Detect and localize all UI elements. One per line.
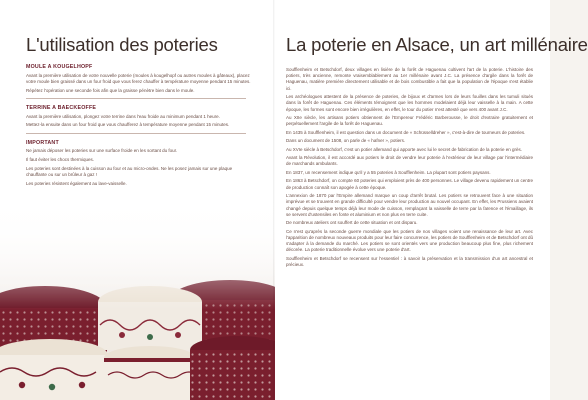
right-page (275, 0, 588, 400)
left-page-title: L'utilisation des poteries (26, 34, 218, 55)
left-page (0, 0, 275, 400)
paragraph: Avant la première utilisation de votre nouvelle poterie (moules à kougelhopf ou autres moules à gâteaux), placez votre moule bien graissé dans un four froid que vous ferez chauffer à température moyenne pendant 15 minutes. (26, 72, 251, 84)
divider (26, 133, 246, 134)
paragraph: Ne jamais déposer les poteries sur une surface froide en les sortant du four. (26, 148, 178, 154)
paragraph: L'annexion de 1870 par l'Empire allemand marque un coup d'arrêt brutal. Les potiers se retrouvent face à une situation imprévue et se trouvent en grande difficulté pour vendre leur production au nouvel occupant. En effet, les Prussiens avaient changé depuis quelque temps déjà leur mode de cuisson, remplaçant la vaisselle de terre par la faïence et l'émaillage, ils se servent d'ustensiles en fonte et aluminium et non plus en terre cuite. (286, 193, 533, 217)
divider (26, 98, 246, 99)
paragraph: En 1863 à Betschdorf, on compte 60 poteries qui emploient près de 400 personnes. Le village devenu rapidement un centre de production connaît son apogée à cette époque. (286, 178, 533, 190)
paragraph: Les poteries résistent également au lave-vaisselle. (26, 180, 127, 186)
paragraph: Soufflenheim et Betschdorf, deux villages en lisière de la forêt de Haguenau cultivent l'art de la poterie. L'histoire des potiers, très ancienne, remonte vraisemblablement au 1er millénaire avant J.C. La présence d'argile dans la forêt de Haguenau, matière première directement utilisable et de bois combustible a fait que la population de l'époque s'est établie ici. (286, 67, 533, 91)
paragraph: Les poteries sont destinées à la cuisson au four et au micro-ondes. Ne les posez jamais sur une plaque chauffante ou sur un brûleur à gaz ! (26, 165, 233, 178)
paragraph: Les archéologues attestent de la présence de poteries, de bijoux et d'armes lors de leurs fouilles dans les tumuli situés dans la forêt de Haguenau. Ces éléments témoignent que les hommes modelaient déjà leur vaisselle à la main. A cette époque, les formes sont encore bien irrégulières, en effet, le tour du potier n'est attesté que vers 400 avant J.C. (286, 94, 533, 112)
paragraph: Avant la première utilisation, plongez votre terrine dans l'eau froide au minimum pendant 1 heure. (26, 113, 220, 119)
paragraph: Ce n'est qu'après la seconde guerre mondiale que les potiers de nos villages voient une renaissance de leur art. Avec l'apparition de nombreux nouveaux produits pour leur faire concurrence, les potiers de Soufflenheim et de Betschdorf ont dû s'adapter à la demande du marché. Les potiers se sont orientés vers une production beaucoup plus fine, plus richement décorée. La poterie traditionnelle évolue vers une poterie d'art. (286, 228, 533, 253)
paragraph: Dans un document de 1508, on parle de « hafner », potiers. (286, 138, 406, 144)
paragraph: Au XIIe siècle, les artisans potiers obtiennent de l'Empereur Frédéric Barberousse, le droit d'extraire gratuitement et perpétuellement l'argile de la forêt de Haguenau. (286, 115, 533, 127)
section-baeckeoffe (26, 105, 254, 129)
paragraph: Au XVIe siècle à Betschdorf, c'est un potier allemand qui apporte avec lui le secret de fabrication de la poterie en grès. (286, 146, 522, 152)
right-page-title: La poterie en Alsace, un art millénaire (286, 34, 588, 55)
section-heading: MOULE A KOUGELHOPF (26, 64, 93, 70)
photo-fade-overlay (0, 190, 275, 310)
paragraph: Avant la Révolution, il est accordé aux potiers le droit de vendre leur poterie à l'extérieur de leur village par l'intermédiaire de marchands ambulants. (286, 155, 533, 167)
section-heading: TERRINE A BAECKEOFFE (26, 104, 97, 111)
section-kougelhopf (26, 64, 254, 94)
paragraph: Soufflenheim et Betschdorf se recensent sur l'essentiel : à savoir la préservation et la transmission d'un art ancestral et précieux. (286, 255, 533, 268)
history-text (286, 67, 533, 271)
paragraph: De nombreux ateliers ont souffert de cette situation et ont disparu. (286, 220, 418, 226)
paragraph: En 1837, un recensement indique qu'il y a 55 poteries à Soufflenheim. La plupart sont potiers paysans. (286, 169, 491, 175)
paragraph: Mettez-la ensuite dans un four froid que vous chaufferez à température moyenne pendant 15 minutes. (26, 122, 230, 128)
section-heading: IMPORTANT (26, 139, 59, 146)
paragraph: Il faut éviter les chocs thermiques. (26, 157, 95, 163)
paragraph: Répétez l'opération une seconde fois afin que la graisse pénètre bien dans le moule. (26, 87, 195, 93)
paragraph: En 1435 à Soufflenheim, il est question dans un document de « Schüsselldreher », c'est-à-dire de tourneurs de poteries. (286, 129, 526, 135)
